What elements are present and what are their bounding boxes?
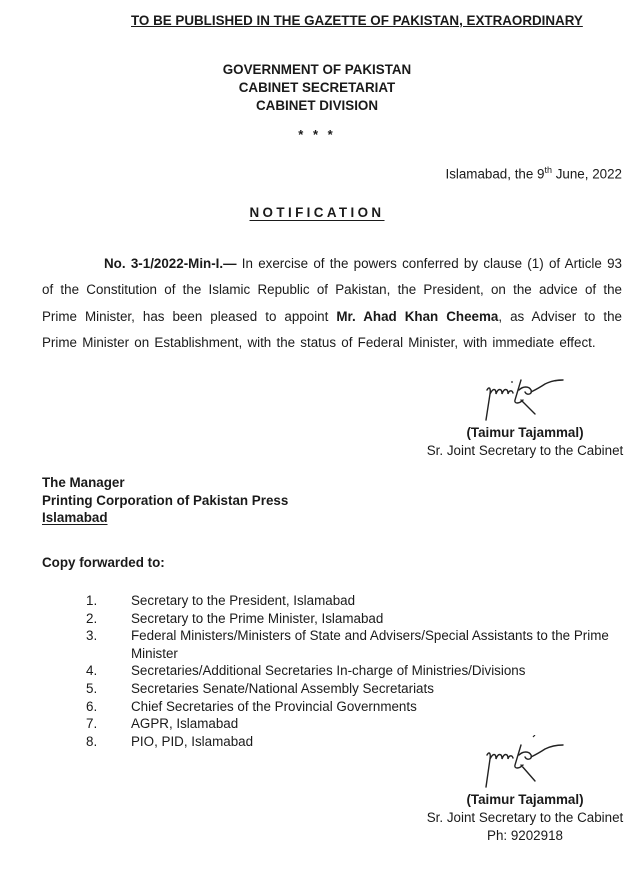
signature-block-2 xyxy=(415,735,634,845)
list-item xyxy=(86,680,626,698)
notification-title: NOTIFICATION xyxy=(249,205,385,220)
item-text: Secretaries Senate/National Assembly Secretariats xyxy=(131,680,434,696)
list-item xyxy=(86,610,626,628)
gazette-heading: TO BE PUBLISHED IN THE GAZETTE OF PAKISTAN, EXTRAORDINARY xyxy=(131,13,583,28)
date-suffix: June, 2022 xyxy=(552,166,622,182)
item-number: 8. xyxy=(86,733,98,749)
item-number: 5. xyxy=(86,680,98,696)
signatory-name: (Taimur Tajammal) xyxy=(466,425,584,440)
org-line-government: GOVERNMENT OF PAKISTAN xyxy=(222,62,412,77)
item-number: 2. xyxy=(86,610,98,626)
notification-text-2: , as Adviser to the Prime Minister on Establishment, with the status of Federal Minister, with immediate effect. xyxy=(42,308,623,350)
item-number: 7. xyxy=(86,716,98,732)
appointee-name: Mr. Ahad Khan Cheema xyxy=(336,308,499,324)
addressee-line-1: The Manager xyxy=(42,475,125,490)
item-text: PIO, PID, Islamabad xyxy=(131,733,254,749)
signatory-designation: Sr. Joint Secretary to the Cabinet xyxy=(426,810,624,825)
signatory-phone: Ph: 9202918 xyxy=(487,828,563,843)
item-text: Chief Secretaries of the Provincial Governments xyxy=(131,698,417,714)
copy-forwarded-heading: Copy forwarded to: xyxy=(42,555,165,570)
addressee-line-3: Islamabad xyxy=(42,510,108,525)
date-prefix: Islamabad, the 9 xyxy=(445,166,545,182)
item-number: 1. xyxy=(86,593,98,608)
addressee-block xyxy=(42,474,288,527)
date-superscript: th xyxy=(544,165,552,175)
list-item xyxy=(86,715,626,733)
notification-body xyxy=(42,251,622,356)
notification-text-1: In exercise of the powers conferred by clause (1) of Article 93 of the Constitution of the Islamic Republic of Pakistan, the President, on the advice of the Prime Minister, has been pleased to appoint xyxy=(42,256,622,324)
item-number: 6. xyxy=(86,698,98,714)
signature-icon xyxy=(465,735,585,791)
item-text: Secretary to the Prime Minister, Islamabad xyxy=(131,610,384,626)
list-item xyxy=(86,698,626,716)
separator: * * * xyxy=(298,127,336,142)
signature-icon xyxy=(465,372,585,424)
signatory-name: (Taimur Tajammal) xyxy=(466,792,584,807)
item-text: Federal Ministers/Ministers of State and Advisers/Special Assistants to the Prime Minister xyxy=(131,628,609,661)
dateline xyxy=(445,165,622,181)
org-line-division: CABINET DIVISION xyxy=(255,98,378,113)
notification-number: No. 3-1/2022-Min-I.— xyxy=(104,256,237,271)
item-number: 3. xyxy=(86,628,98,644)
copy-forwarded-list xyxy=(86,592,626,750)
addressee-line-2: Printing Corporation of Pakistan Press xyxy=(42,492,289,508)
item-number: 4. xyxy=(86,663,98,679)
item-text: AGPR, Islamabad xyxy=(131,716,239,732)
signatory-designation: Sr. Joint Secretary to the Cabinet xyxy=(426,443,624,458)
list-item xyxy=(86,627,626,662)
item-text: Secretary to the President, Islamabad xyxy=(131,593,356,608)
signature-block-1 xyxy=(415,372,634,460)
list-item xyxy=(86,592,626,610)
org-line-secretariat: CABINET SECRETARIAT xyxy=(238,80,396,95)
list-item xyxy=(86,662,626,680)
item-text: Secretaries/Additional Secretaries In-charge of Ministries/Divisions xyxy=(131,663,526,679)
